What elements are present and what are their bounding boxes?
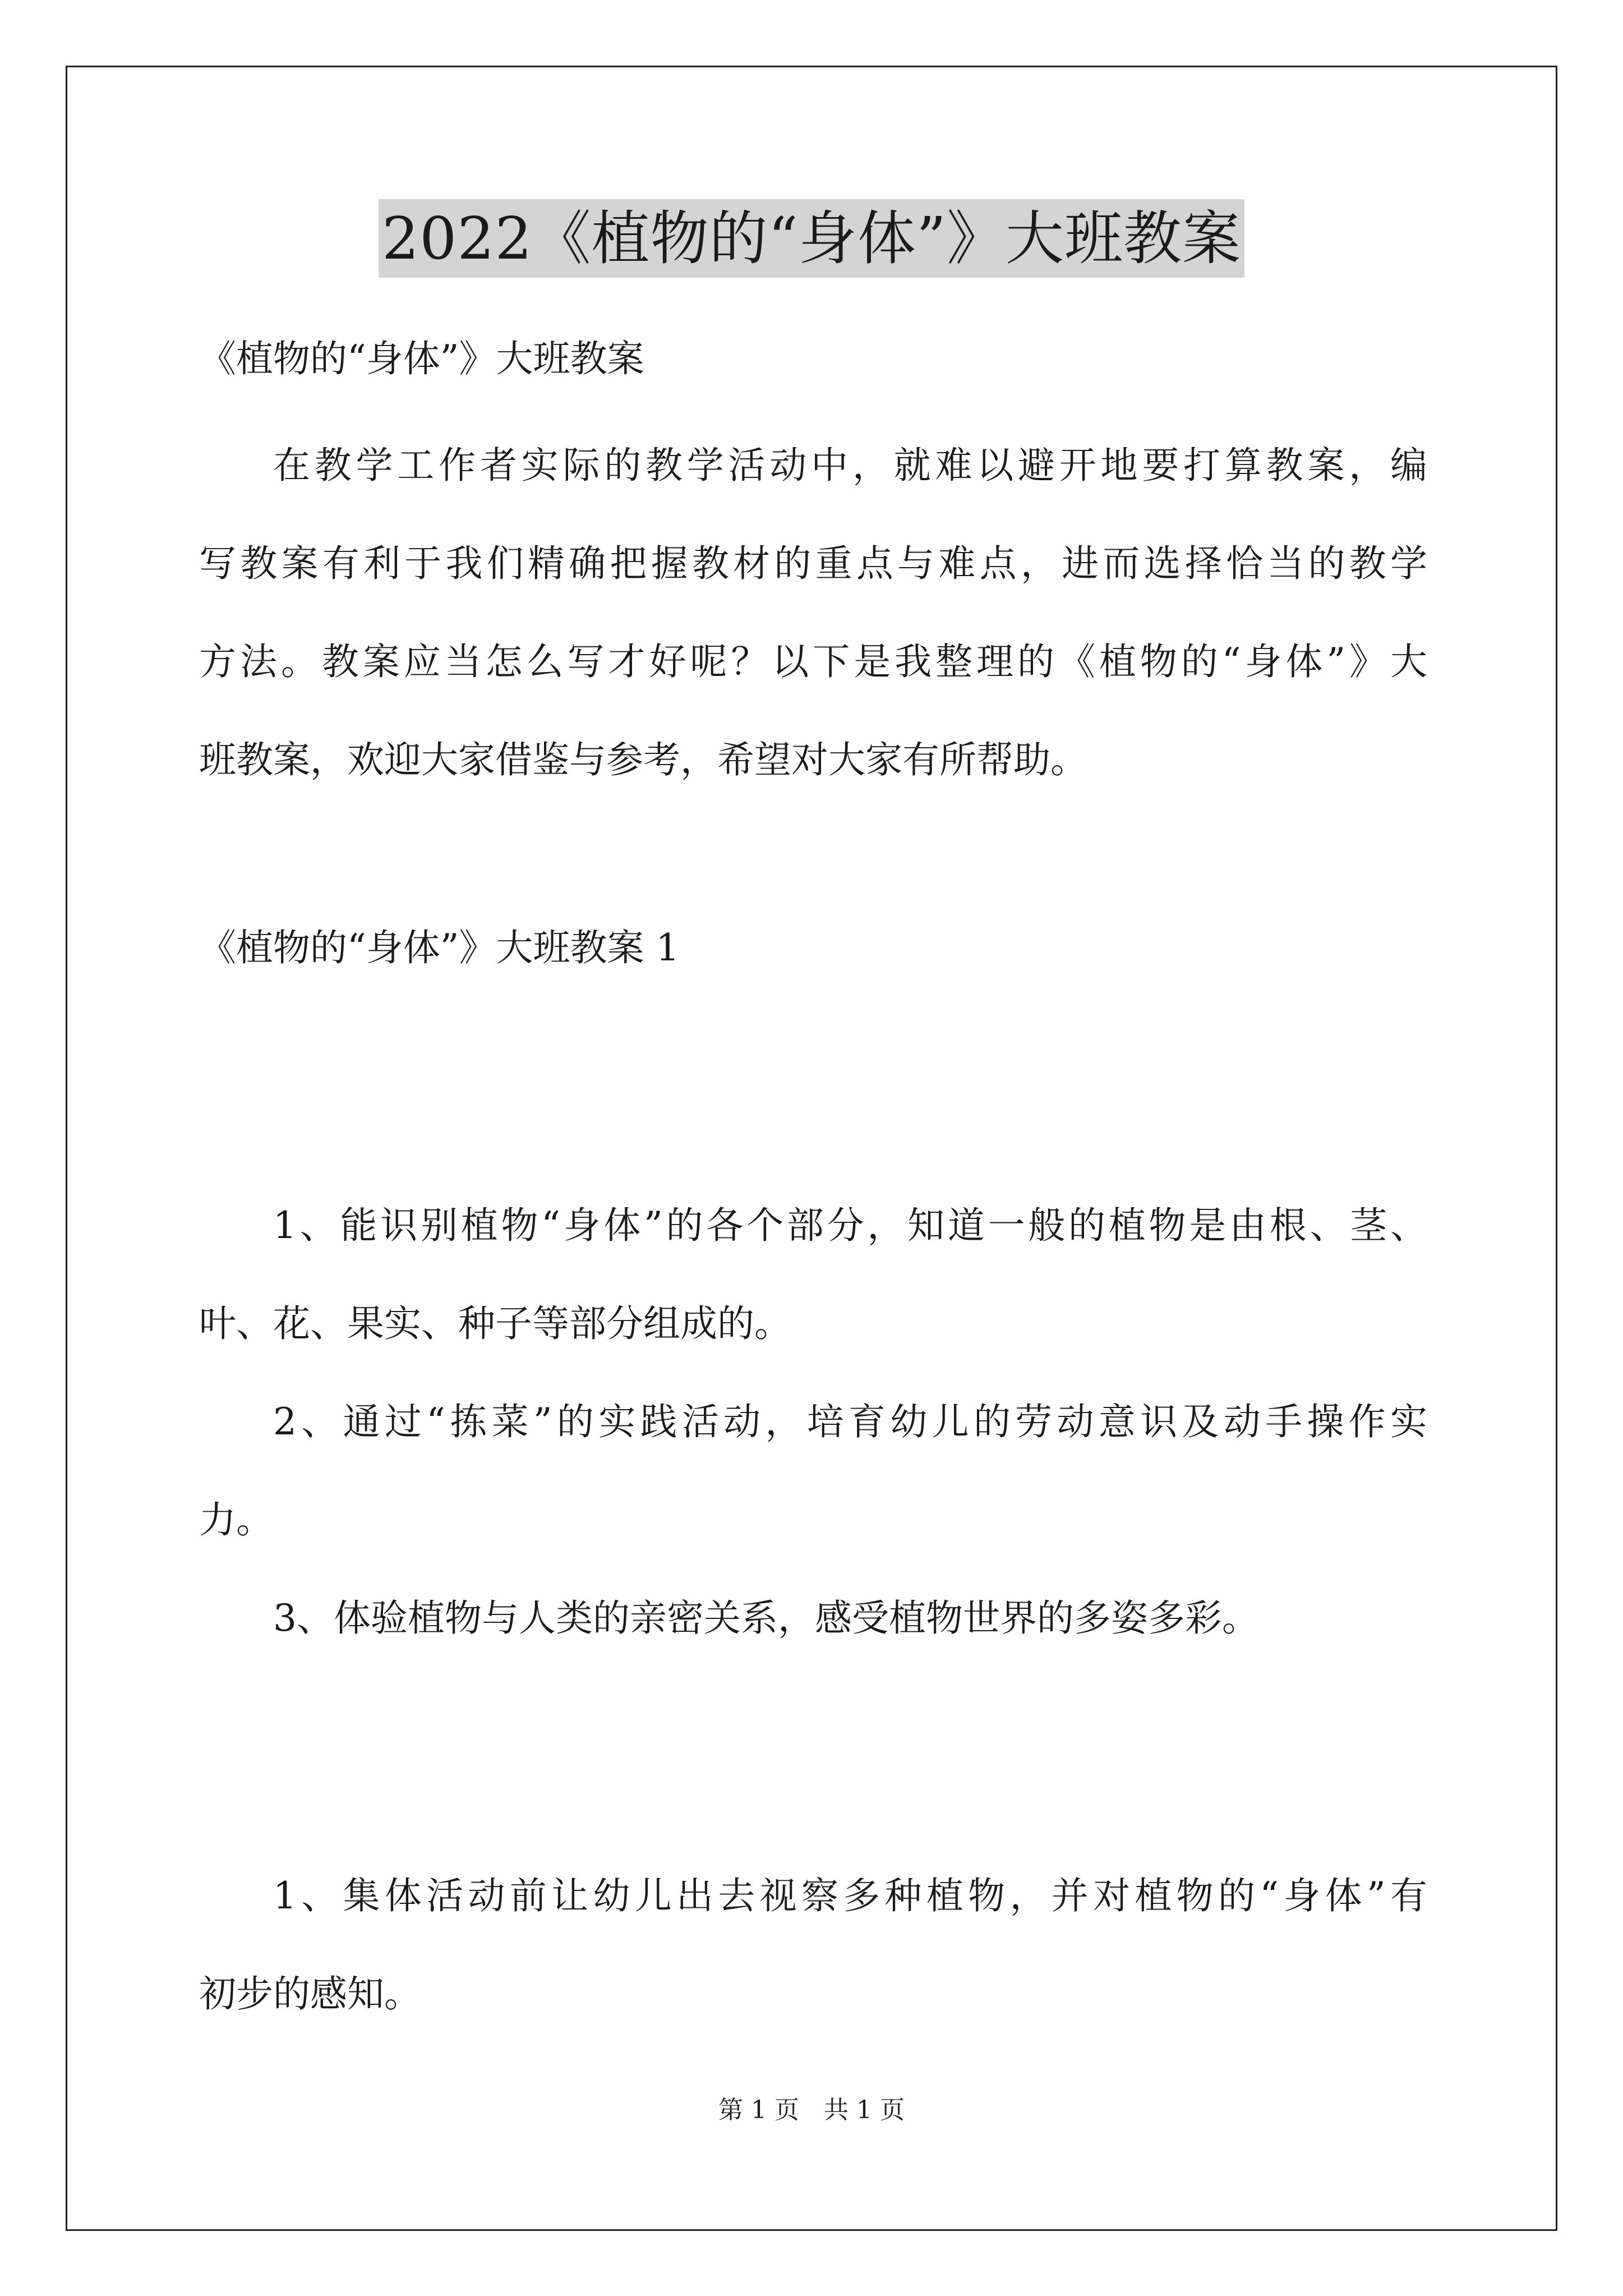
list-item-line: 3、体验植物与人类的亲密关系，感受植物世界的多姿多彩。 (273, 1596, 1259, 1640)
document-title: 2022《植物的“身体”》大班教案 (379, 199, 1244, 278)
list-item-line: 1、能识别植物“身体”的各个部分，知道一般的植物是由根、茎、 (273, 1204, 1427, 1247)
list-item-line: 初步的感知。 (199, 1972, 421, 2016)
list-item-line: 力。 (199, 1498, 273, 1542)
paragraph-line: 方法。教案应当怎么写才好呢？以下是我整理的《植物的“身体”》大 (199, 640, 1427, 683)
list-item-line: 1、集体活动前让幼儿出去视察多种植物，并对植物的“身体”有 (273, 1874, 1427, 1917)
section-heading: 《植物的“身体”》大班教案 (199, 337, 644, 380)
paragraph-line: 写教案有利于我们精确把握教材的重点与难点，进而选择恰当的教学 (199, 542, 1427, 585)
paragraph-line: 在教学工作者实际的教学活动中，就难以避开地要打算教案，编 (273, 444, 1427, 487)
paragraph-line: 班教案，欢迎大家借鉴与参考，希望对大家有所帮助。 (199, 738, 1087, 781)
page-number-footer: 第 1 页 共 1 页 (718, 2096, 905, 2124)
list-item-line: 叶、花、果实、种子等部分组成的。 (199, 1302, 791, 1345)
section-heading: 《植物的“身体”》大班教案 1 (199, 926, 680, 969)
title-container (0, 199, 1623, 278)
list-item-line: 2、通过“拣菜”的实践活动，培育幼儿的劳动意识及动手操作实 (273, 1400, 1427, 1443)
